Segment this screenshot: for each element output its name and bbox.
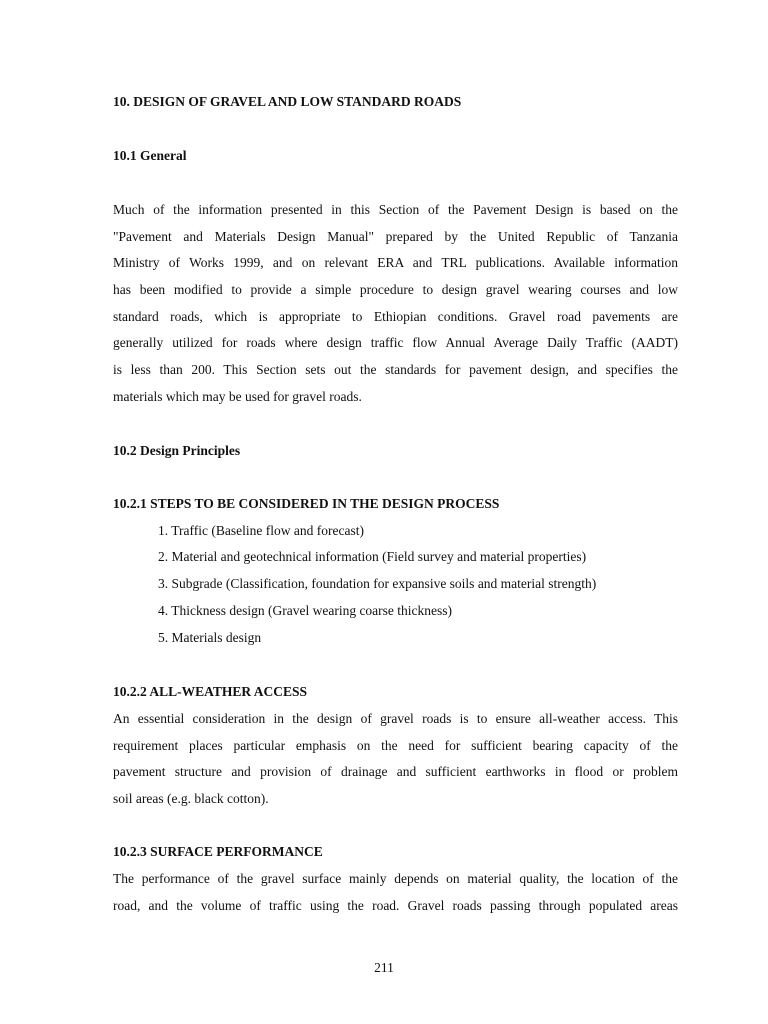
list-item: 3. Subgrade (Classification, foundation for expansive soils and material strength) (158, 576, 597, 591)
design-principles-heading: 10.2 Design Principles (113, 443, 241, 458)
list-item: 4. Thickness design (Gravel wearing coarse thickness) (158, 603, 453, 618)
paragraph-line: An essential consideration in the design of gravel roads is to ensure all-weather access. This (113, 711, 678, 726)
paragraph-line: road, and the volume of traffic using the road. Gravel roads passing through populated areas (113, 898, 678, 913)
paragraph-line: requirement places particular emphasis on the need for sufficient bearing capacity of the (113, 738, 678, 753)
paragraph-line: standard roads, which is appropriate to Ethiopian conditions. Gravel road pavements are (113, 309, 678, 324)
paragraph-line: is less than 200. This Section sets out the standards for pavement design, and specifies the (113, 362, 678, 377)
paragraph-line: The performance of the gravel surface mainly depends on material quality, the location of the (113, 871, 678, 886)
list-item: 2. Material and geotechnical information (Field survey and material properties) (158, 549, 587, 564)
paragraph-line: has been modified to provide a simple procedure to design gravel wearing courses and low (113, 282, 678, 297)
paragraph-line: pavement structure and provision of drainage and sufficient earthworks in flood or problem (113, 764, 678, 779)
paragraph-line: generally utilized for roads where design traffic flow Annual Average Daily Traffic (AADT) (113, 335, 678, 350)
page-number: 211 (374, 960, 394, 975)
all-weather-heading: 10.2.2 ALL-WEATHER ACCESS (113, 684, 308, 699)
list-item: 1. Traffic (Baseline flow and forecast) (158, 523, 364, 538)
paragraph-line: Ministry of Works 1999, and on relevant ERA and TRL publications. Available information (113, 255, 678, 270)
section-title: 10. DESIGN OF GRAVEL AND LOW STANDARD ROADS (113, 94, 462, 109)
list-item: 5. Materials design (158, 630, 262, 645)
paragraph-line: "Pavement and Materials Design Manual" prepared by the United Republic of Tanzania (113, 229, 678, 244)
general-heading: 10.1 General (113, 148, 187, 163)
surface-performance-heading: 10.2.3 SURFACE PERFORMANCE (113, 844, 323, 859)
paragraph-line: Much of the information presented in this Section of the Pavement Design is based on the (113, 202, 678, 217)
paragraph-line: materials which may be used for gravel roads. (113, 389, 362, 404)
steps-heading: 10.2.1 STEPS TO BE CONSIDERED IN THE DESIGN PROCESS (113, 496, 500, 511)
paragraph-line: soil areas (e.g. black cotton). (113, 791, 269, 806)
